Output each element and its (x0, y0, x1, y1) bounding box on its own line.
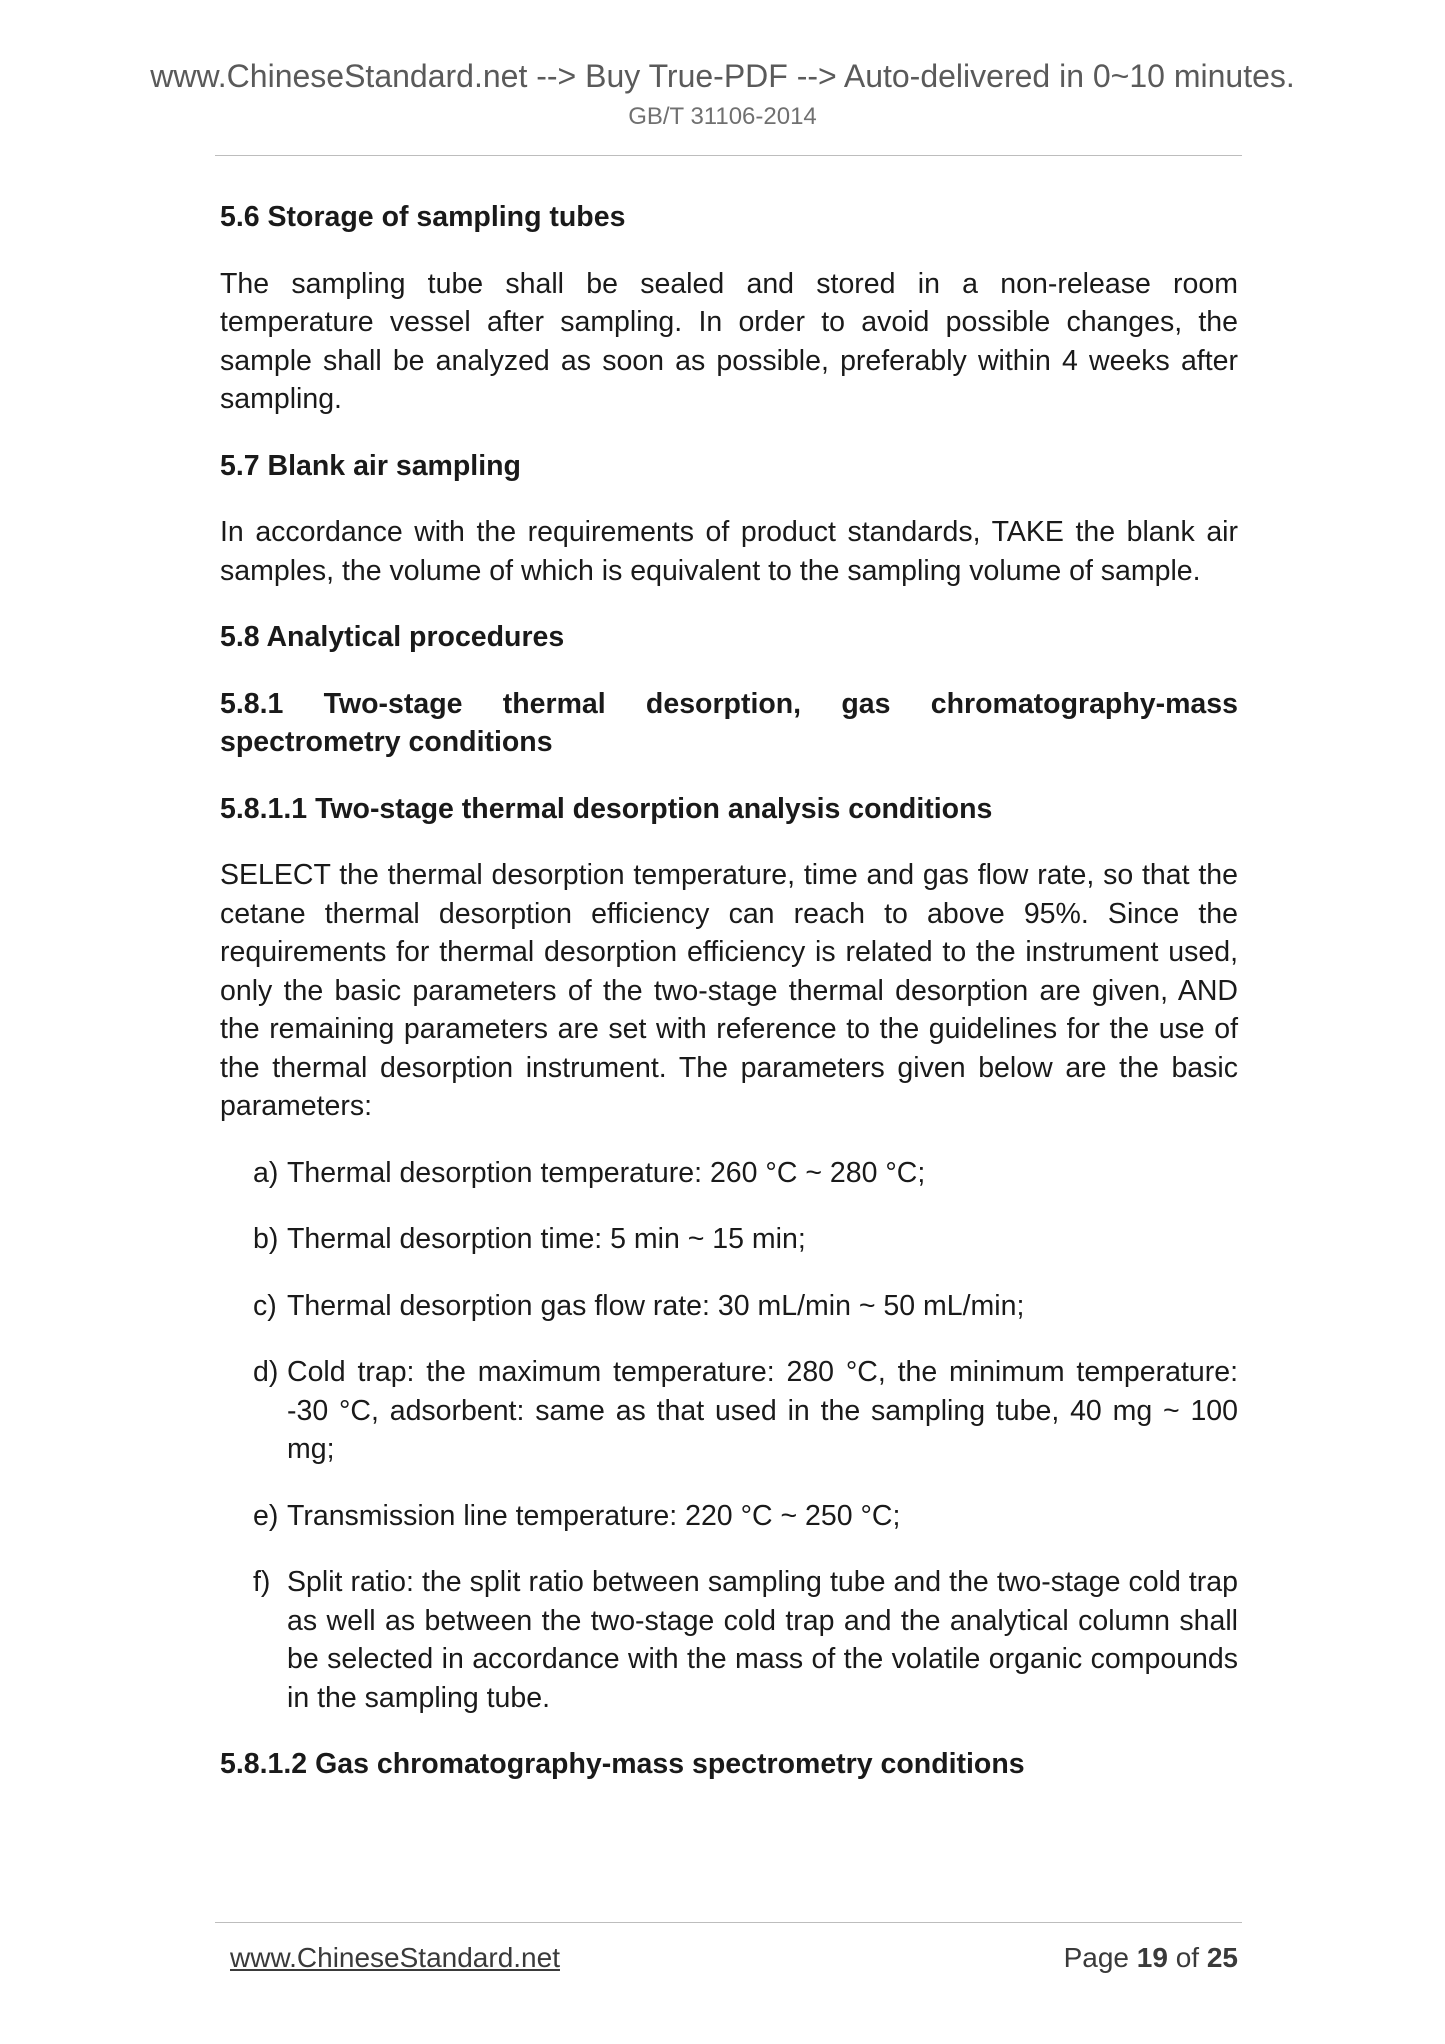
total-pages: 25 (1206, 1942, 1238, 1973)
page-footer (230, 1940, 1238, 1976)
page-of-word: of (1175, 1942, 1200, 1973)
footer-divider (215, 1922, 1242, 1923)
current-page: 19 (1136, 1942, 1168, 1973)
list-item-text: Cold trap: the maximum temperature: 280 °C, the minimum temperature: -30 °C, adsorbent: same as that used in the sampling tube, 40 mg ~ 100 mg; (287, 1356, 1238, 1465)
page-content (220, 198, 1238, 1812)
list-item-text: Thermal desorption gas flow rate: 30 mL/min ~ 50 mL/min; (287, 1289, 1025, 1322)
parameter-list (220, 1154, 1238, 1718)
list-marker: b) (253, 1223, 279, 1255)
header-divider (215, 155, 1242, 156)
list-item-text: Thermal desorption time: 5 min ~ 15 min; (287, 1223, 806, 1255)
list-item (220, 1154, 1238, 1193)
list-item (220, 1497, 1238, 1536)
document-id: GB/T 31106-2014 (628, 103, 817, 130)
section-heading-5-7: 5.7 Blank air sampling (220, 449, 521, 482)
section-body-5-7: In accordance with the requirements of product standards, TAKE the blank air samples, the volume of which is equivalent to the sampling volume of sample. (220, 516, 1238, 587)
header-banner: www.ChineseStandard.net --> Buy True-PDF --> Auto-delivered in 0~10 minutes. (150, 58, 1295, 94)
list-marker: e) (253, 1499, 279, 1532)
list-marker: a) (253, 1156, 279, 1189)
page-word: Page (1063, 1942, 1129, 1973)
list-marker: f) (253, 1566, 271, 1598)
list-item (220, 1563, 1238, 1717)
section-body-5-8-1-1: SELECT the thermal desorption temperature, time and gas flow rate, so that the cetane thermal desorption efficiency can reach to above 95%. Since the requirements for thermal desorption efficiency is related to the instrument used, only the basic parameters of the two-stage thermal desorption are given, AND the remaining parameters are set with reference to the guidelines for the use of the thermal desorption instrument. The parameters given below are the basic parameters: (220, 859, 1238, 1122)
list-item (220, 1220, 1238, 1259)
list-item (220, 1353, 1238, 1469)
list-item-text: Transmission line temperature: 220 °C ~ 250 °C; (287, 1499, 901, 1532)
section-heading-5-8: 5.8 Analytical procedures (220, 621, 565, 653)
list-marker: c) (253, 1289, 277, 1322)
section-heading-5-8-1-1: 5.8.1.1 Two-stage thermal desorption analysis conditions (220, 792, 993, 825)
section-heading-5-8-1-2: 5.8.1.2 Gas chromatography-mass spectrometry conditions (220, 1748, 1025, 1780)
page-header (0, 56, 1445, 132)
list-marker: d) (253, 1356, 279, 1388)
footer-website-link[interactable]: www.ChineseStandard.net (230, 1942, 560, 1973)
list-item-text: Split ratio: the split ratio between sampling tube and the two-stage cold trap as well as between the two-stage cold trap and the analytical column shall be selected in accordance with the mass of the volatile organic compounds in the sampling tube. (287, 1566, 1238, 1714)
list-item (220, 1287, 1238, 1326)
section-heading-5-6: 5.6 Storage of sampling tubes (220, 201, 626, 233)
section-body-5-6: The sampling tube shall be sealed and stored in a non-release room temperature vessel after sampling. In order to avoid possible changes, the sample shall be analyzed as soon as possible, preferably within 4 weeks after sampling. (220, 267, 1238, 415)
page-number (1064, 1940, 1238, 1976)
list-item-text: Thermal desorption temperature: 260 °C ~ 280 °C; (287, 1156, 926, 1189)
section-heading-5-8-1: 5.8.1 Two-stage thermal desorption, gas chromatography-mass spectrometry conditions (220, 687, 1238, 758)
